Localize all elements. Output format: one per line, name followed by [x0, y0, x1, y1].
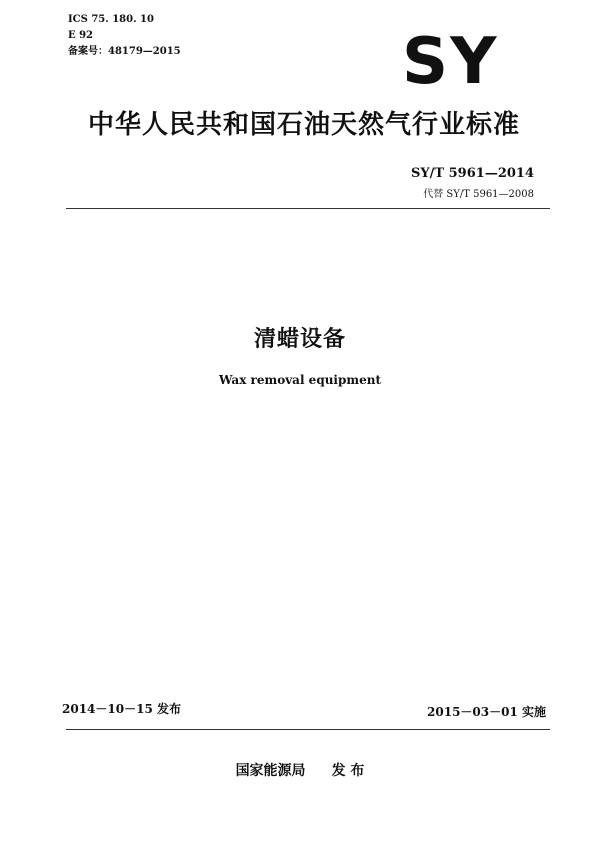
publisher-name: 国家能源局: [235, 763, 306, 779]
document-title: 清蜡设备: [253, 327, 346, 352]
ics-code: ICS 75. 180. 10: [68, 14, 154, 25]
issue-date: 2014－10－15 发布: [62, 702, 181, 716]
bottom-divider: [66, 729, 550, 730]
record-number: 备案号：48179—2015: [68, 46, 181, 57]
sy-logo: SY: [402, 25, 499, 99]
publisher-line: [0, 760, 600, 780]
classification-block: [68, 12, 181, 60]
implementation-date: 2015－03－01 实施: [427, 705, 546, 719]
standard-category-title: 中华人民共和国石油天然气行业标准: [88, 110, 521, 140]
standard-code-block: [411, 166, 534, 200]
class-code: E 92: [68, 30, 94, 41]
document-subtitle: Wax removal equipment: [219, 373, 381, 387]
top-divider: [66, 208, 550, 209]
standard-number: SY/T 5961—2014: [411, 166, 534, 181]
replaces-standard: 代替 SY/T 5961—2008: [423, 189, 534, 200]
publisher-action: 发 布: [331, 763, 365, 779]
